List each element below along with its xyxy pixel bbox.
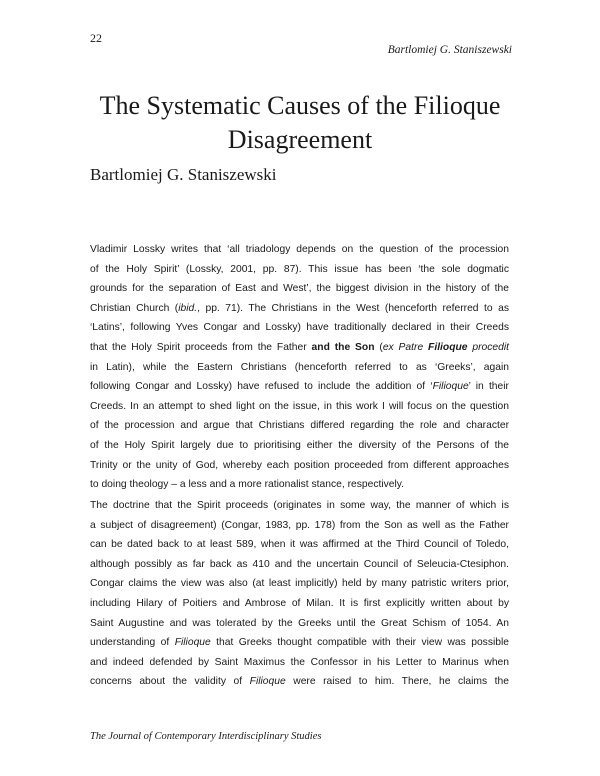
text-line: of the Holy Spirit largely due to prioritising either the diversity of the Persons of the <box>90 439 509 451</box>
text-line: including Hilary of Poitiers and Ambrose of Milan. It is first explicitly written about by <box>90 597 509 609</box>
author-name: Bartlomiej G. Staniszewski <box>90 165 277 184</box>
text-run: that the Holy Spirit proceeds from the Father <box>90 341 312 353</box>
text-run: , pp. 71). The Christians in the West (henceforth referred to as <box>197 302 509 314</box>
article-title <box>60 89 540 157</box>
italic-ibid: ibid. <box>178 302 198 314</box>
text-line <box>90 633 509 653</box>
italic-filioque: Filioque <box>432 381 469 393</box>
text-line <box>90 299 509 319</box>
text-run: Christian Church ( <box>90 302 179 314</box>
text-line <box>90 672 509 692</box>
text-line: a subject of disagreement) (Congar, 1983, pp. 178) from the Son as well as the Father <box>90 519 509 531</box>
text-run: ( <box>374 341 383 353</box>
italic-ex-patre: ex Patre <box>382 341 429 353</box>
text-line: can be dated back to at least 589, when it was affirmed at the Third Council of Toledo, <box>90 539 509 551</box>
text-line: to doing theology – a less and a more rationalist stance, respectively. <box>90 479 405 491</box>
text-line: ‘Latins’, following Yves Congar and Lossky) have traditionally declared in their Creeds <box>90 322 509 334</box>
title-line-2: Disagreement <box>227 125 373 154</box>
text-line: and indeed defended by Saint Maximus the Confessor in his Letter to Marinus when <box>90 656 509 668</box>
italic-filioque: Filioque <box>249 676 286 688</box>
text-run: that Greeks thought compatible with their view was possible <box>210 637 510 649</box>
title-line-1: The Systematic Causes of the Filioque <box>99 91 501 120</box>
journal-footer: The Journal of Contemporary Interdisciplinary Studies <box>90 731 322 742</box>
paragraph-intro <box>90 240 509 495</box>
text-line: Vladimir Lossky writes that ‘all triadology depends on the question of the procession <box>90 244 509 255</box>
text-line: Trinity or the unity of God, whereby each position proceeded from different approaches <box>90 459 509 471</box>
text-run: understanding of <box>90 637 175 649</box>
text-line: Creeds. In an attempt to shed light on the issue, in this work I will focus on the question <box>90 400 509 412</box>
text-run: ’ in their <box>468 381 509 393</box>
text-line: Congar claims the view was also (at least implicitly) held by many patristic writers prior, <box>90 578 509 590</box>
text-run: following Congar and Lossky) have refused to include the addition of ‘ <box>90 381 433 393</box>
bold-italic-filioque: Filioque <box>428 341 468 353</box>
text-line: of the Holy Spirit’ (Lossky, 2001, pp. 87). This issue has been ‘the sole dogmatic <box>90 263 509 275</box>
text-line: Saint Augustine and was tolerated by the Greeks until the Great Schism of 1054. An <box>90 617 509 629</box>
page-number: 22 <box>90 31 102 45</box>
italic-filioque: Filioque <box>174 637 211 649</box>
running-head: Bartlomiej G. Staniszewski <box>387 44 512 56</box>
text-line <box>90 377 509 397</box>
bold-and-the-son: and the Son <box>311 341 375 353</box>
text-run: concerns about the validity of <box>90 676 250 688</box>
text-line <box>90 338 509 358</box>
text-line: although possibly as far back as 410 and the uncertain Council of Seleucia-Ctesiphon. <box>90 558 509 570</box>
paragraph-doctrine <box>90 496 509 692</box>
text-line: in Latin), while the Eastern Christians (henceforth referred to as ‘Greeks’, again <box>90 361 509 373</box>
text-line: of the procession and argue that Christians differed regarding the role and character <box>90 420 509 432</box>
italic-procedit: procedit <box>467 341 510 353</box>
text-run: were raised to him. There, he claims the <box>285 676 509 688</box>
text-line: grounds for the separation of East and West’, the biggest division in the history of the <box>90 283 509 295</box>
text-line: The doctrine that the Spirit proceeds (originates in some way, the manner of which is <box>90 500 509 511</box>
